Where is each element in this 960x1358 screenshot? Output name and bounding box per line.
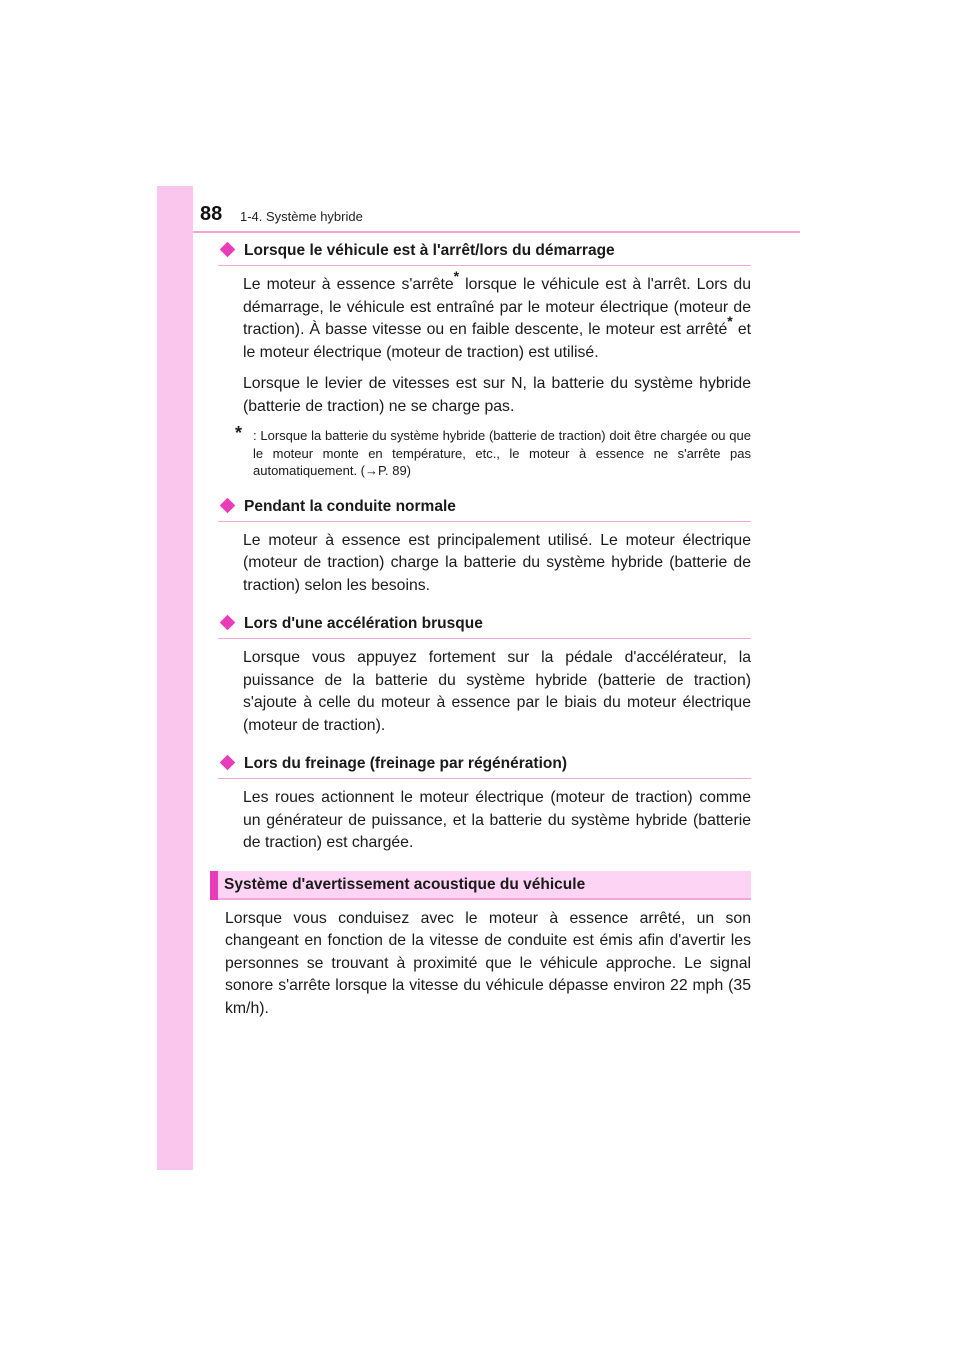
page-number: 88 (200, 203, 223, 225)
paragraph-acoustic-warning: Lorsque vous conduisez avec le moteur à essence arrêté, un son changeant en fonction de la vitesse de conduite est émis afin d'avertir les personnes se trouvant à proximité que le véhicule approche. Le signal sonore s'arrête lorsque la vitesse du véhicule dépasse environ 22 mph (35 km/h). (225, 909, 751, 1017)
diamond-bullet-icon (220, 755, 236, 771)
paragraph-hard-acceleration: Lorsque vous appuyez fortement sur la pédale d'accélérateur, la puissance de la batterie du système hybride (batterie de traction) s'ajoute à celle du moteur à essence par le biais du moteur électrique (moteur de traction). (243, 649, 751, 734)
diamond-bullet-icon (220, 242, 236, 258)
sub-heading-braking (218, 751, 751, 779)
footnote-text: : Lorsque la batterie du système hybride (batterie de traction) doit être chargée ou que le moteur monte en température, etc., le moteur à essence ne s'arrête pas automatiquement. (→P. 89) (253, 428, 751, 478)
asterisk-mark: * (727, 312, 733, 329)
footnote (218, 423, 751, 480)
sub-heading-stop-start (218, 238, 751, 266)
sub-heading-text: Lors du freinage (freinage par régénération) (244, 755, 567, 772)
section-banner-acoustic-warning (218, 871, 751, 900)
sub-heading-normal-driving (218, 494, 751, 522)
chapter-title: 1-4. Système hybride (240, 209, 363, 224)
paragraph-braking: Les roues actionnent le moteur électrique (moteur de traction) comme un générateur de puissance, et la batterie du système hybride (batterie de traction) est chargée. (243, 789, 751, 851)
sub-heading-text: Lorsque le véhicule est à l'arrêt/lors du démarrage (244, 242, 615, 259)
page-content (218, 238, 751, 1020)
side-color-strip (157, 186, 193, 1170)
paragraph-normal-driving: Le moteur à essence est principalement utilisé. Le moteur électrique (moteur de traction) charge la batterie du système hybride (batterie de traction) selon les besoins. (243, 531, 751, 594)
sub-heading-hard-acceleration (218, 611, 751, 639)
header-rule (193, 231, 800, 233)
asterisk-mark: * (453, 267, 460, 284)
paragraph-stop-start-1: Le moteur à essence s'arrête* lorsque le véhicule est à l'arrêt. Lors du démarrage, le véhicule est entraîné par le moteur électrique (moteur de traction). À basse vitesse ou en faible descente, le moteur est arrêté* et le moteur électrique (moteur de traction) est utilisé. (243, 267, 751, 361)
banner-accent-bar (210, 871, 218, 900)
paragraph-stop-start-2: Lorsque le levier de vitesses est sur N, la batterie du système hybride (batterie de traction) ne se charge pas. (243, 375, 751, 415)
sub-heading-text: Lors d'une accélération brusque (244, 615, 483, 632)
diamond-bullet-icon (220, 497, 236, 513)
banner-title: Système d'avertissement acoustique du véhicule (224, 875, 586, 893)
diamond-bullet-icon (220, 615, 236, 631)
sub-heading-text: Pendant la conduite normale (244, 497, 456, 515)
page-header (200, 203, 800, 233)
footnote-asterisk: * (235, 423, 243, 443)
